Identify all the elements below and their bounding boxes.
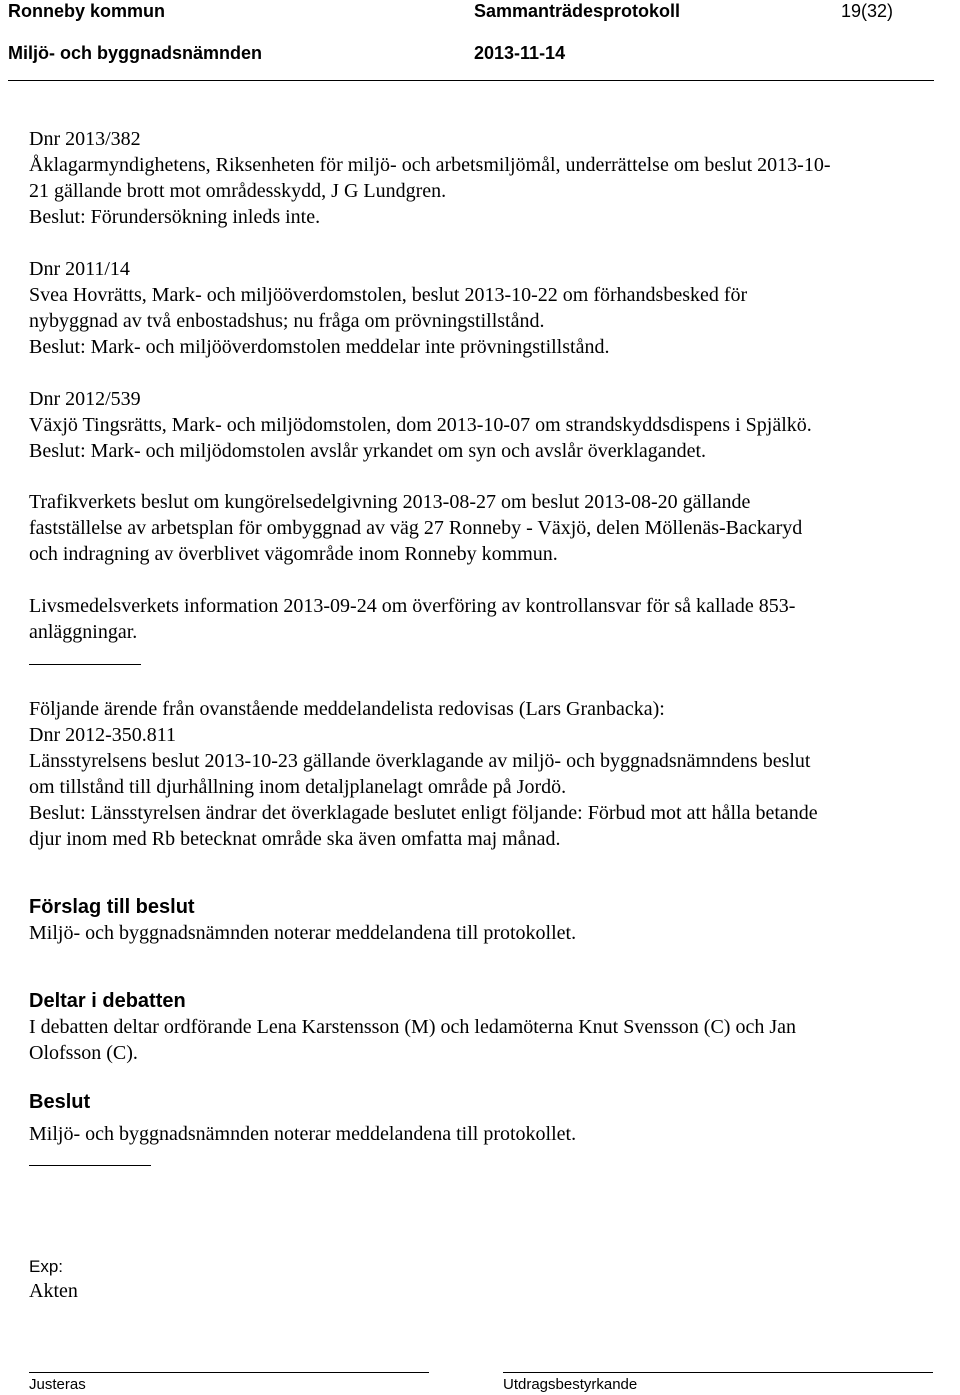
proposal-text <box>29 920 944 946</box>
footer-rule-left <box>29 1372 429 1373</box>
footer-utdragsbestyrkande: Utdragsbestyrkande <box>503 1376 638 1393</box>
decision-heading: Beslut <box>29 1091 91 1113</box>
debate-line: Olofsson (C). <box>29 1042 138 1064</box>
footer-rule-right <box>503 1372 933 1373</box>
detail-line: Följande ärende från ovanstående meddelandelista redovisas (Lars Granbacka): <box>29 698 665 720</box>
meeting-date: 2013-11-14 <box>474 43 566 63</box>
proposal-line: Miljö- och byggnadsnämnden noterar meddelandena till protokollet. <box>29 922 577 944</box>
detail-line: djur inom med Rb betecknat område ska även omfatta maj månad. <box>29 828 561 850</box>
item-line: Svea Hovrätts, Mark- och miljööverdomstolen, beslut 2013-10-22 om förhandsbesked för <box>29 284 748 306</box>
item-line: och indragning av överblivet vägområde inom Ronneby kommun. <box>29 543 558 565</box>
decision-line: Miljö- och byggnadsnämnden noterar meddelandena till protokollet. <box>29 1123 577 1145</box>
item-line: Åklagarmyndighetens, Riksenheten för miljö- och arbetsmiljömål, underrättelse om beslut 2013-10- <box>29 154 831 176</box>
item-line: Växjö Tingsrätts, Mark- och miljödomstolen, dom 2013-10-07 om strandskyddsdispens i Spjälkö. <box>29 414 812 436</box>
item-line: Livsmedelsverkets information 2013-09-24 om överföring av kontrollansvar för så kallade 853- <box>29 595 796 617</box>
distribution-line: Akten <box>29 1280 78 1302</box>
separator-line <box>29 1165 151 1166</box>
detail-line: Beslut: Länsstyrelsen ändrar det överklagade beslutet enligt följande: Förbud mot att hålla betande <box>29 802 818 824</box>
debate-heading: Deltar i debatten <box>29 990 186 1012</box>
item-line: Dnr 2011/14 <box>29 258 130 280</box>
municipality-name: Ronneby kommun <box>8 1 166 21</box>
page-number: 19(32) <box>841 1 894 21</box>
committee-name: Miljö- och byggnadsnämnden <box>8 43 263 63</box>
debate-line: I debatten deltar ordförande Lena Karstensson (M) och ledamöterna Knut Svensson (C) och Jan <box>29 1016 796 1038</box>
item-line: Trafikverkets beslut om kungörelsedelgivning 2013-08-27 om beslut 2013-08-20 gällande <box>29 491 751 513</box>
item-dnr-2011-14 <box>29 256 944 360</box>
document-type: Sammanträdesprotokoll <box>474 1 681 21</box>
item-livsmedelsverket <box>29 593 944 645</box>
item-line: 21 gällande brott mot områdesskydd, J G Lundgren. <box>29 180 447 202</box>
distribution-label: Exp: <box>29 1257 64 1276</box>
item-line: Dnr 2012/539 <box>29 388 141 410</box>
decision-text <box>29 1121 944 1147</box>
item-line: Beslut: Förundersökning inleds inte. <box>29 206 321 228</box>
proposal-heading: Förslag till beslut <box>29 896 195 918</box>
header-rule <box>8 80 934 81</box>
distribution-value <box>29 1278 944 1304</box>
detail-line: Dnr 2012-350.811 <box>29 724 177 746</box>
detail-line: Länsstyrelsens beslut 2013-10-23 gällande överklagande av miljö- och byggnadsnämndens beslut <box>29 750 811 772</box>
item-trafikverket <box>29 489 944 567</box>
separator-line <box>29 664 141 665</box>
footer-justeras: Justeras <box>29 1376 86 1393</box>
debate-text <box>29 1014 944 1066</box>
item-line: anläggningar. <box>29 621 138 643</box>
item-line: fastställelse av arbetsplan för ombyggnad av väg 27 Ronneby - Växjö, delen Möllenäs-Backaryd <box>29 517 803 539</box>
item-line: Dnr 2013/382 <box>29 128 141 150</box>
detail-item <box>29 696 944 852</box>
item-line: Beslut: Mark- och miljööverdomstolen meddelar inte prövningstillstånd. <box>29 336 610 358</box>
item-dnr-2013-382 <box>29 126 944 230</box>
detail-line: om tillstånd till djurhållning inom detaljplanelagt område på Jordö. <box>29 776 567 798</box>
item-line: nybyggnad av två enbostadshus; nu fråga om prövningstillstånd. <box>29 310 545 332</box>
item-dnr-2012-539 <box>29 386 944 464</box>
item-line: Beslut: Mark- och miljödomstolen avslår yrkandet om syn och avslår överklagandet. <box>29 440 707 462</box>
